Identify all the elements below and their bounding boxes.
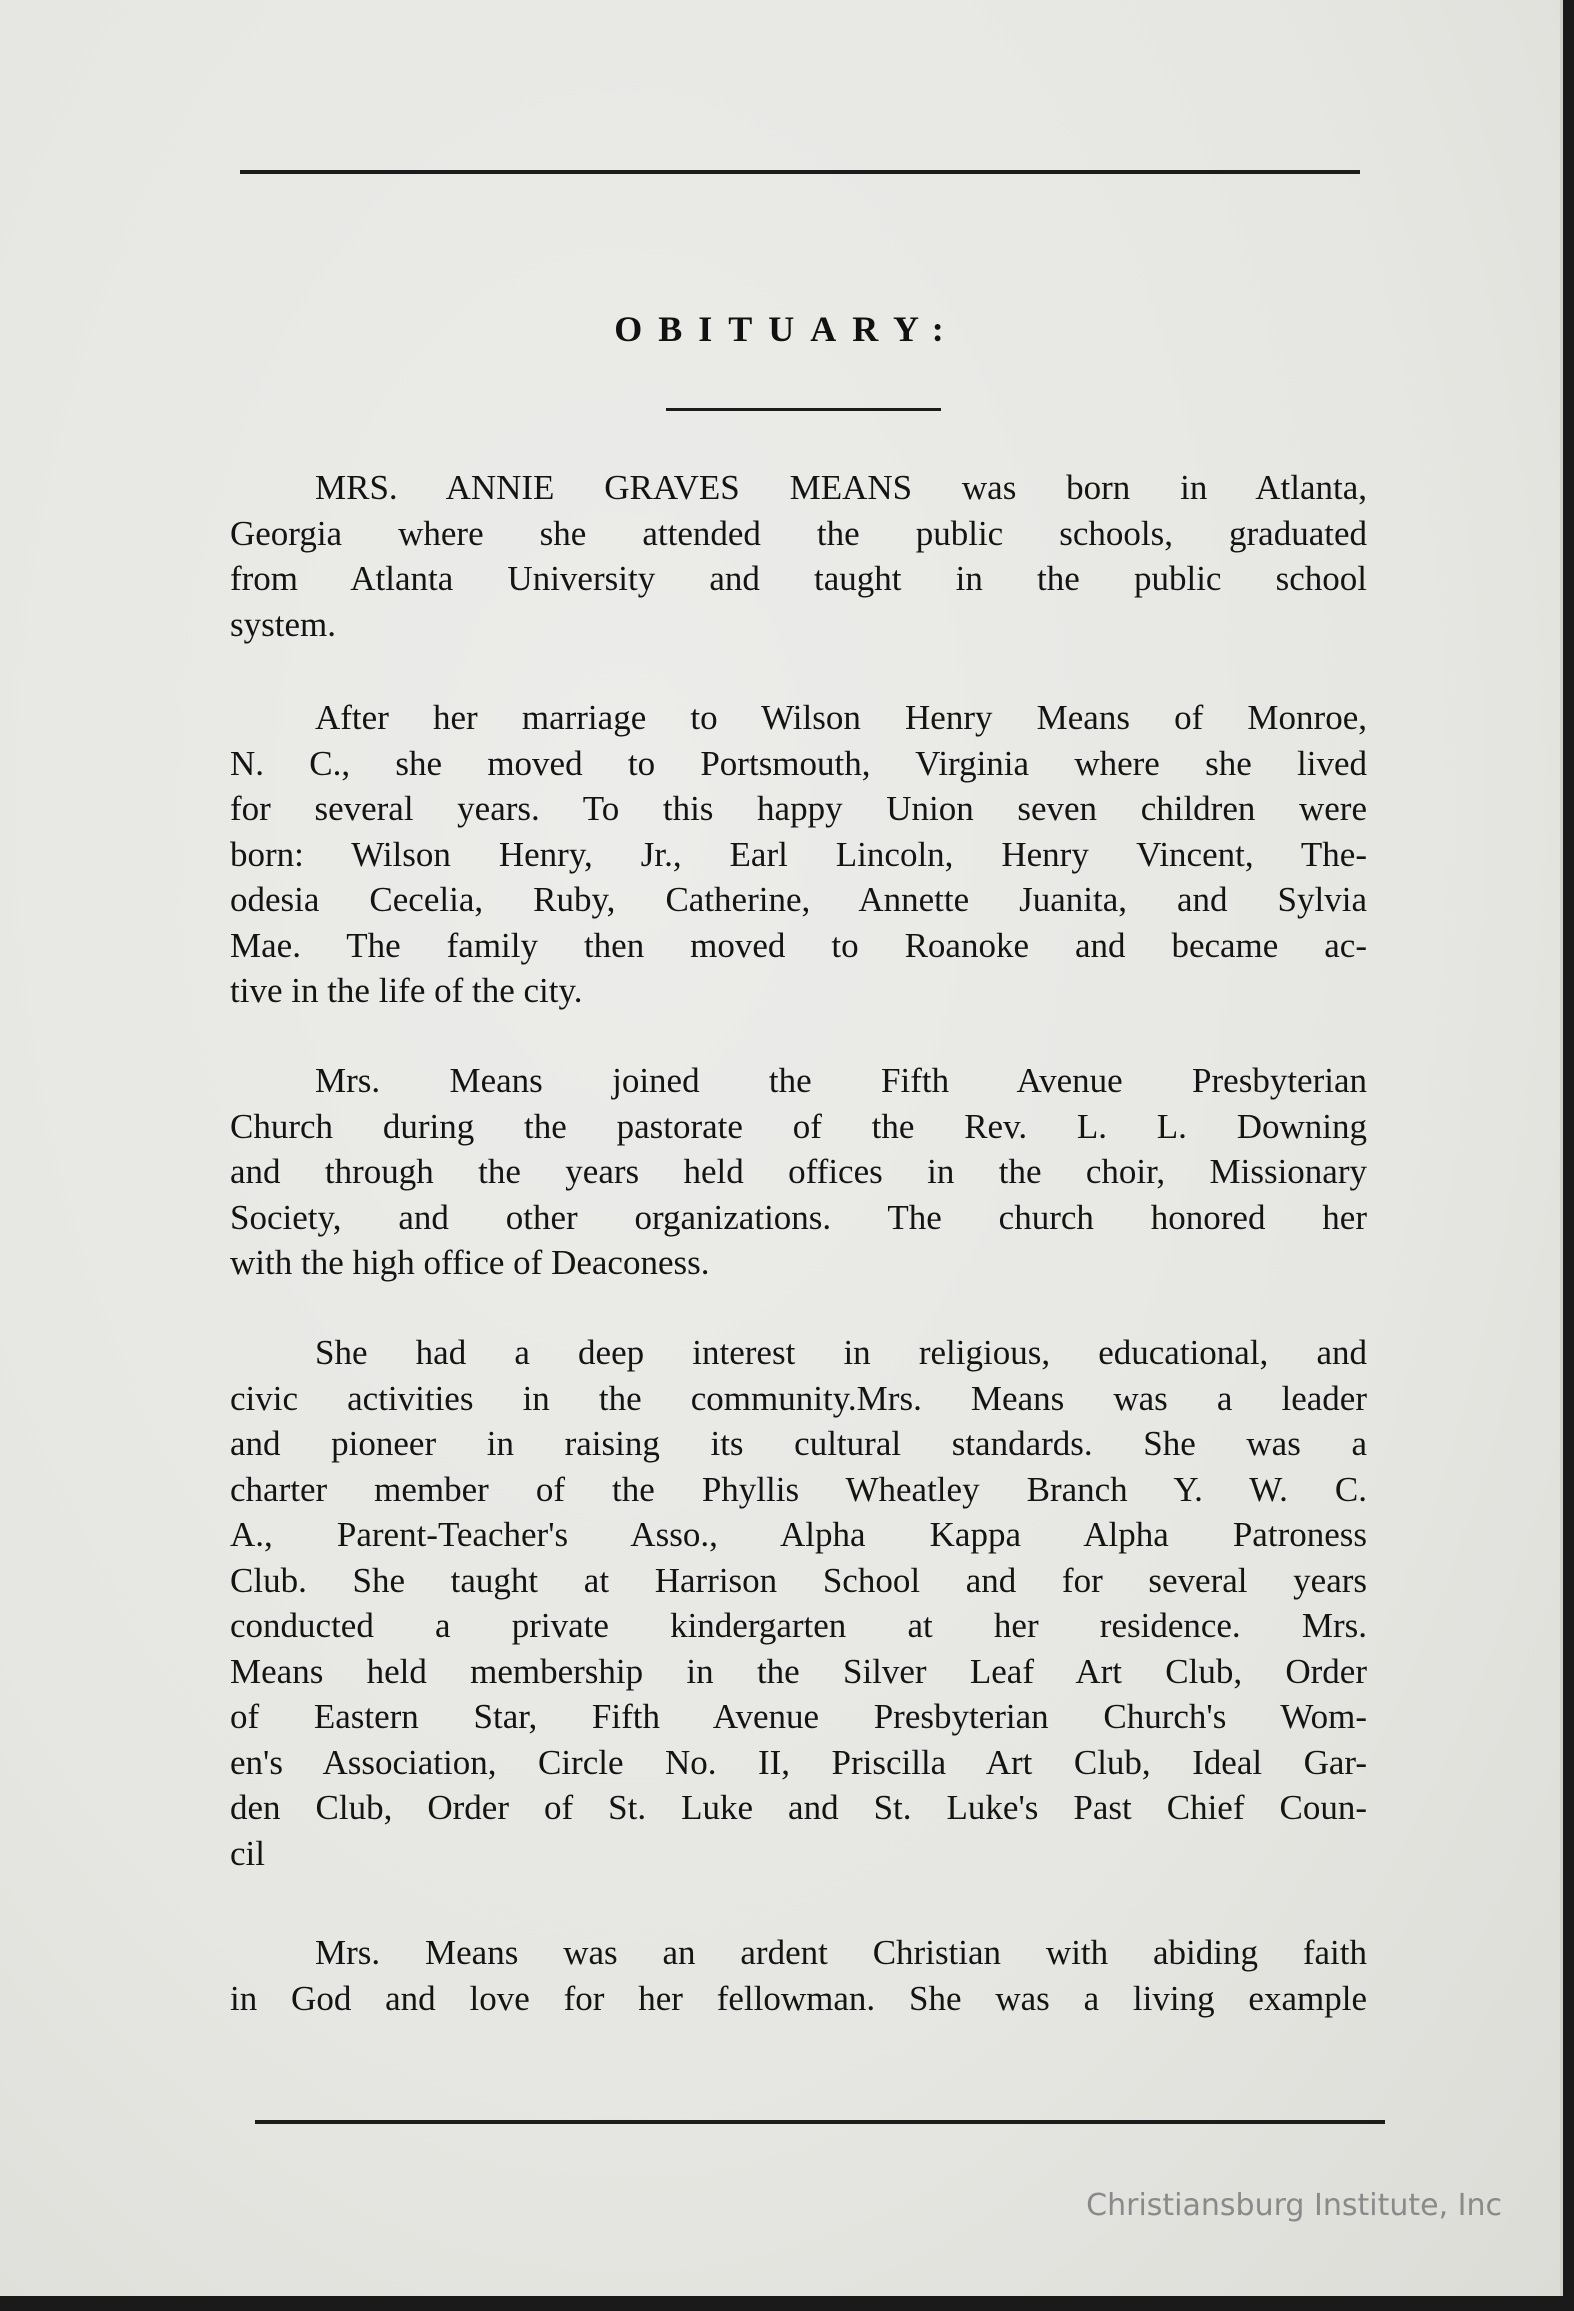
text-line: N. C., she moved to Portsmouth, Virginia where she lived (230, 743, 1367, 783)
text-line: in God and love for her fellowman. She was a living example (230, 1978, 1367, 2018)
text-line: tive in the life of the city. (230, 971, 583, 1010)
paragraph-faith (230, 1930, 1367, 2021)
text-line: Georgia where she attended the public schools, graduated (230, 513, 1367, 553)
top-rule (240, 170, 1360, 174)
page-heading: OBITUARY: (614, 309, 960, 349)
text-line: from Atlanta University and taught in the public school (230, 559, 1367, 598)
text-line: Mrs. Means was an ardent Christian with abiding faith (315, 1933, 1367, 1972)
text-line: and through the years held offices in the choir, Missionary (230, 1152, 1367, 1191)
text-line: MRS. ANNIE GRAVES MEANS was born in Atlanta, (315, 468, 1367, 507)
paragraph-marriage (230, 695, 1367, 1014)
text-line: Club. She taught at Harrison School and for several years (230, 1560, 1367, 1600)
text-line: Society, and other organizations. The church honored her (230, 1197, 1367, 1237)
text-line: conducted a private kindergarten at her residence. Mrs. (230, 1606, 1367, 1645)
text-line: A., Parent-Teacher's Asso., Alpha Kappa Alpha Patroness (230, 1515, 1367, 1554)
paragraph-church (230, 1058, 1367, 1286)
text-line: en's Association, Circle No. II, Priscilla Art Club, Ideal Gar- (230, 1742, 1367, 1782)
text-line: system. (230, 604, 336, 644)
text-line: with the high office of Deaconess. (230, 1243, 710, 1282)
text-line: Church during the pastorate of the Rev. L. L. Downing (230, 1106, 1367, 1146)
heading-underline (666, 408, 941, 411)
text-line: Mrs. Means joined the Fifth Avenue Presbyterian (315, 1061, 1367, 1100)
text-line: civic activities in the community.Mrs. Means was a leader (230, 1378, 1367, 1418)
paragraph-birth (230, 465, 1367, 647)
paragraph-community (230, 1330, 1367, 1876)
text-line: Mae. The family then moved to Roanoke and became ac- (230, 925, 1367, 965)
text-line: Means held membership in the Silver Leaf Art Club, Order (230, 1651, 1367, 1691)
text-line: and pioneer in raising its cultural standards. She was a (230, 1424, 1367, 1463)
text-line: born: Wilson Henry, Jr., Earl Lincoln, Henry Vincent, The- (230, 834, 1367, 874)
text-line: cil (230, 1833, 265, 1873)
text-line: She had a deep interest in religious, educational, and (315, 1333, 1367, 1372)
text-line: charter member of the Phyllis Wheatley Branch Y. W. C. (230, 1469, 1367, 1509)
watermark: Christiansburg Institute, Inc (1086, 2188, 1502, 2223)
text-line: den Club, Order of St. Luke and St. Luke's Past Chief Coun- (230, 1788, 1367, 1827)
bottom-rule (255, 2120, 1385, 2124)
text-line: After her marriage to Wilson Henry Means of Monroe, (315, 698, 1367, 737)
text-line: for several years. To this happy Union seven children were (230, 789, 1367, 828)
text-line: odesia Cecelia, Ruby, Catherine, Annette Juanita, and Sylvia (230, 880, 1367, 919)
text-line: of Eastern Star, Fifth Avenue Presbyterian Church's Wom- (230, 1697, 1367, 1736)
